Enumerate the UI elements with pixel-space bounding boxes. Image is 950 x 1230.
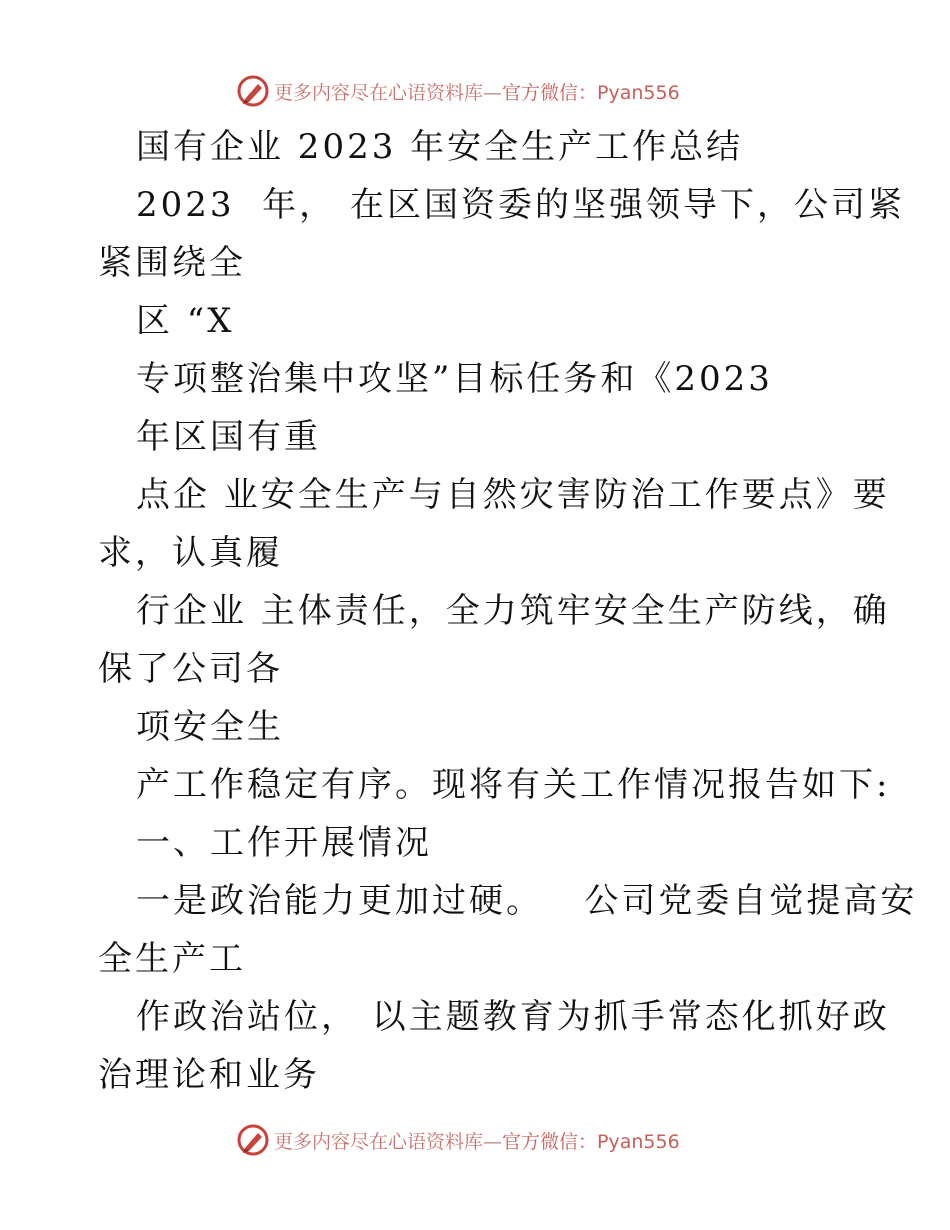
watermark-text xyxy=(274,78,680,105)
watermark-dash: — xyxy=(483,81,503,104)
text-line: 保了公司各 xyxy=(98,649,283,689)
watermark-dash: — xyxy=(483,1130,503,1153)
text-line: 点企 业安全生产与自然灾害防治工作要点》要 xyxy=(136,475,890,515)
pen-logo-icon xyxy=(236,74,270,108)
text-line: 产工作稳定有序。现将有关工作情况报告如下: xyxy=(136,765,891,805)
text-line: 2023 年， 在区国资委的坚强领导下，公司紧 xyxy=(136,185,905,225)
watermark-text xyxy=(274,1127,680,1154)
footer-watermark xyxy=(236,1122,680,1158)
text-line: 年区国有重 xyxy=(136,417,321,457)
text-line: 一是政治能力更加过硬。 公司党委自觉提高安 xyxy=(136,881,918,921)
watermark-contact: 官方微信：Pyan556 xyxy=(502,1130,680,1153)
text-line: 治理论和业务 xyxy=(98,1055,320,1095)
text-line: 区 “X xyxy=(136,301,235,341)
text-line: 行企业 主体责任，全力筑牢安全生产防线，确 xyxy=(136,591,890,631)
watermark-contact: 官方微信：Pyan556 xyxy=(502,81,680,104)
text-line: 作政治站位， 以主题教育为抓手常态化抓好政 xyxy=(136,997,890,1037)
text-line: 求，认真履 xyxy=(98,533,283,573)
header-watermark xyxy=(236,73,680,109)
text-line: 一、工作开展情况 xyxy=(136,823,432,863)
text-line: 紧围绕全 xyxy=(98,243,246,283)
text-line: 项安全生 xyxy=(136,707,284,747)
text-line: 全生产工 xyxy=(98,939,246,979)
watermark-site: 更多内容尽在心语资料库 xyxy=(274,81,484,104)
text-line: 专项整治集中攻坚”目标任务和《2023 xyxy=(136,359,773,399)
pen-logo-icon xyxy=(236,1123,270,1157)
watermark-site: 更多内容尽在心语资料库 xyxy=(274,1130,484,1153)
text-line: 国有企业 2023 年安全生产工作总结 xyxy=(136,127,744,167)
